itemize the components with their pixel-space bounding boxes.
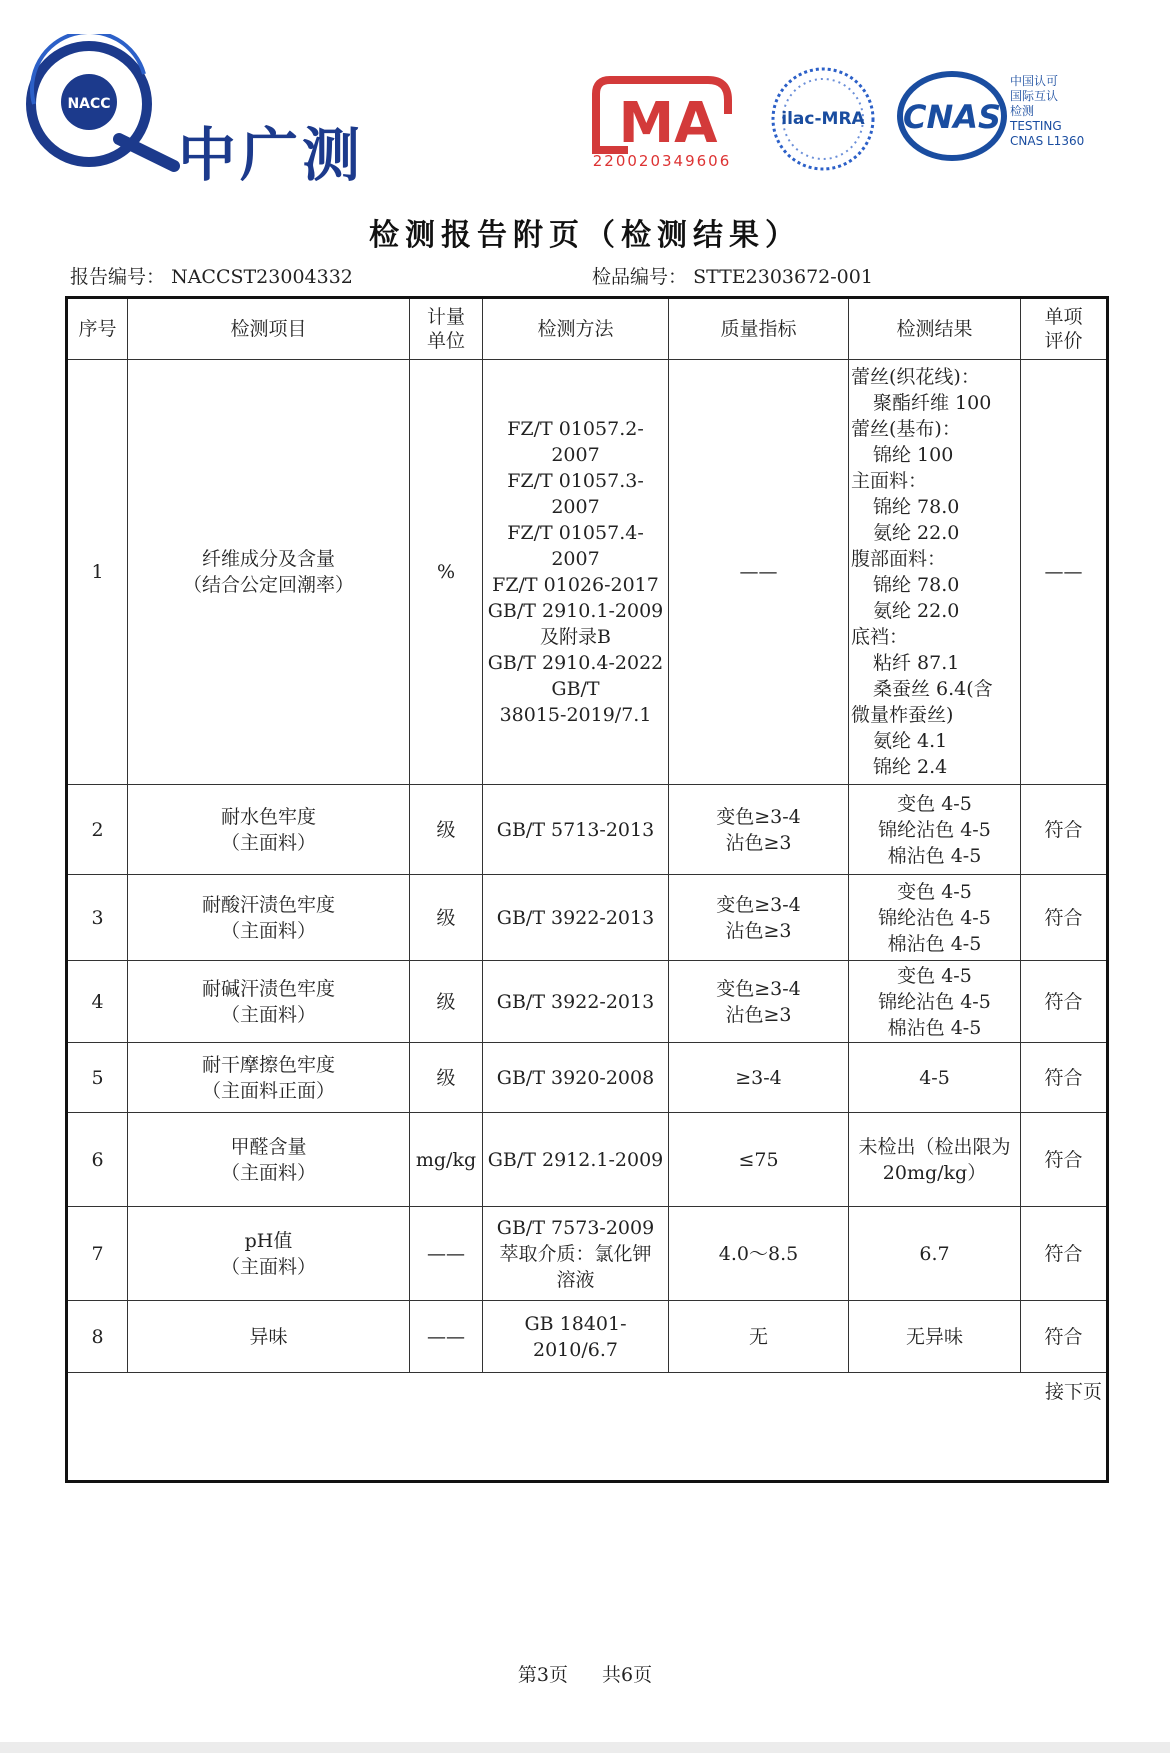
table-row: [67, 1113, 1108, 1207]
report-number: [70, 262, 353, 289]
cell-item-line: 耐碱汗渍色牢度: [201, 977, 335, 1000]
cell-result-line: 氨纶 22.0: [873, 522, 960, 544]
cell-item-line: （主面料正面）: [201, 1079, 335, 1102]
col-header-unit: 计量单位: [410, 298, 483, 360]
cell-item-line: pH值: [244, 1229, 293, 1252]
cell-no: 1: [67, 360, 128, 785]
cell-method-line: GB/T 3922-2013: [496, 990, 655, 1013]
cell-result-line: 未检出（检出限为: [858, 1135, 1011, 1158]
cell-item: [128, 1113, 410, 1207]
cell-no: 8: [67, 1301, 128, 1373]
cell-no: 5: [67, 1043, 128, 1113]
results-table: [65, 296, 1109, 1483]
cell-method-line: GB/T 2910.1-2009: [487, 600, 664, 622]
cell-result: [849, 360, 1021, 785]
cell-item: [128, 785, 410, 875]
cell-item-line: （主面料）: [220, 831, 316, 854]
nacc-logo-icon: [14, 34, 184, 174]
sample-number: [592, 262, 873, 289]
sample-number-value: STTE2303672-001: [693, 266, 873, 288]
cell-result-line: 氨纶 22.0: [873, 600, 960, 622]
cell-method: [483, 875, 669, 961]
page-total: 共6页: [602, 1664, 653, 1686]
cell-result-line: 变色 4-5: [897, 880, 972, 903]
cnas-line: 检测: [1010, 104, 1035, 118]
cell-result-line: 变色 4-5: [897, 964, 972, 987]
cell-method-line: GB/T 5713-2013: [496, 818, 655, 841]
table-row: [67, 785, 1108, 875]
cell-method-line: 及附录B: [540, 626, 611, 648]
cell-standard: [669, 961, 849, 1043]
table-body: [67, 360, 1108, 1373]
cell-method: [483, 785, 669, 875]
cell-item: [128, 1301, 410, 1373]
cell-item-line: （主面料）: [220, 1003, 316, 1026]
cell-no: 2: [67, 785, 128, 875]
cell-eval: 符合: [1021, 875, 1108, 961]
cell-result-line: 主面料：: [851, 470, 928, 492]
cell-item: [128, 961, 410, 1043]
cell-standard-line: 变色≥3-4: [716, 893, 801, 916]
cell-item-line: 耐酸汗渍色牢度: [201, 893, 335, 916]
cell-result-line: 锦纶 100: [873, 444, 954, 466]
cell-method-line: GB/T 3922-2013: [496, 906, 655, 929]
cell-method-line: GB 18401-2010/6.7: [524, 1312, 627, 1361]
cell-item-line: 异味: [249, 1325, 288, 1348]
cell-standard-line: ≥3-4: [735, 1066, 782, 1089]
cell-result: [849, 1301, 1021, 1373]
cell-eval: 符合: [1021, 785, 1108, 875]
cell-standard: [669, 875, 849, 961]
cell-result-line: 锦纶 78.0: [873, 574, 960, 596]
cell-item: [128, 360, 410, 785]
cell-method-line: GB/T: [551, 678, 600, 700]
table-row: [67, 1207, 1108, 1301]
cell-unit: ——: [410, 1207, 483, 1301]
ilac-logo-text: ilac-MRA: [781, 109, 865, 129]
col-header-eval: 单项评价: [1021, 298, 1108, 360]
cell-method-line: FZ/T 01057.2-2007: [507, 418, 644, 466]
cell-result-line: 锦纶 78.0: [873, 496, 960, 518]
cell-result-line: 锦纶 2.4: [873, 756, 948, 778]
cell-result: [849, 875, 1021, 961]
cell-item: [128, 1043, 410, 1113]
cell-standard-line: 沾色≥3: [725, 919, 792, 942]
table-footer-row: [67, 1373, 1108, 1482]
cma-logo-text: MA: [618, 91, 718, 156]
cell-standard: [669, 785, 849, 875]
cell-method: [483, 1043, 669, 1113]
col-header-item: 检测项目: [128, 298, 410, 360]
cell-unit: 级: [410, 1043, 483, 1113]
brand-name: 中广测: [178, 121, 365, 189]
page-footer: [0, 1660, 1170, 1687]
cell-standard: [669, 1301, 849, 1373]
cell-result-line: 6.7: [919, 1242, 950, 1265]
cnas-line: TESTING: [1010, 119, 1062, 133]
cell-standard: [669, 360, 849, 785]
cell-method: [483, 1207, 669, 1301]
cell-unit: 级: [410, 875, 483, 961]
cell-eval: 符合: [1021, 1207, 1108, 1301]
cell-result-line: 腹部面料：: [851, 548, 947, 570]
cnas-line: 中国认可: [1010, 74, 1059, 88]
cnas-logo-text: CNAS: [902, 98, 1002, 136]
cell-no: 7: [67, 1207, 128, 1301]
table-row: [67, 875, 1108, 961]
bottom-strip: [0, 1742, 1170, 1753]
report-number-value: NACCST23004332: [171, 266, 353, 288]
cell-unit: %: [410, 360, 483, 785]
cell-eval: 符合: [1021, 1043, 1108, 1113]
cell-item-line: （主面料）: [220, 919, 316, 942]
cell-unit: 级: [410, 785, 483, 875]
cell-result-line: 无异味: [905, 1325, 963, 1348]
continued-note: 接下页: [67, 1373, 1108, 1482]
cell-method-line: 溶液: [556, 1268, 595, 1291]
cell-result: [849, 1207, 1021, 1301]
cell-item-line: 纤维成分及含量: [201, 548, 335, 570]
cell-standard: [669, 1043, 849, 1113]
cell-result: [849, 1113, 1021, 1207]
page-current: 第3页: [517, 1664, 568, 1686]
cell-unit: mg/kg: [410, 1113, 483, 1207]
ilac-mra-logo-icon: [768, 64, 878, 174]
cell-result-line: 聚酯纤维 100: [873, 392, 992, 414]
cell-result-line: 蕾丝(基布)：: [851, 418, 961, 440]
cell-result-line: 微量柞蚕丝): [851, 704, 954, 726]
cell-item: [128, 875, 410, 961]
cell-method-line: 38015-2019/7.1: [499, 704, 652, 726]
cell-method-line: GB/T 2910.4-2022: [487, 652, 664, 674]
cell-method-line: GB/T 2912.1-2009: [487, 1148, 664, 1171]
cell-item-line: 甲醛含量: [230, 1135, 307, 1158]
cell-method: [483, 360, 669, 785]
cell-unit: ——: [410, 1301, 483, 1373]
cell-result-line: 棉沾色 4-5: [887, 1016, 982, 1039]
nacc-logo-text: NACC: [67, 96, 111, 112]
cell-no: 3: [67, 875, 128, 961]
cell-no: 6: [67, 1113, 128, 1207]
cell-standard-line: 变色≥3-4: [716, 977, 801, 1000]
cma-number: 220020349606: [592, 152, 732, 170]
cell-result: [849, 961, 1021, 1043]
report-header: [0, 0, 1170, 200]
table-row: [67, 1043, 1108, 1113]
cell-unit: 级: [410, 961, 483, 1043]
table-row: [67, 961, 1108, 1043]
cell-method-line: GB/T 3920-2008: [496, 1066, 655, 1089]
cell-result: [849, 1043, 1021, 1113]
report-title: 检测报告附页（检测结果）: [369, 218, 801, 253]
cnas-accreditation-text: [1010, 74, 1084, 149]
cell-method: [483, 1301, 669, 1373]
cell-eval: 符合: [1021, 1301, 1108, 1373]
cell-standard-line: 变色≥3-4: [716, 805, 801, 828]
cell-standard-line: 沾色≥3: [725, 831, 792, 854]
cell-method-line: FZ/T 01057.4-2007: [507, 522, 644, 570]
cell-result-line: 锦纶沾色 4-5: [878, 818, 991, 841]
col-header-no: 序号: [67, 298, 128, 360]
cnas-line: CNAS L1360: [1010, 134, 1085, 148]
cell-standard: [669, 1113, 849, 1207]
cell-eval: 符合: [1021, 1113, 1108, 1207]
cell-result: [849, 785, 1021, 875]
cell-eval: ——: [1021, 360, 1108, 785]
cell-item-line: （结合公定回潮率）: [182, 574, 354, 596]
cell-method-line: FZ/T 01057.3-2007: [507, 470, 644, 518]
cell-result-line: 棉沾色 4-5: [887, 932, 982, 955]
table-row: [67, 1301, 1108, 1373]
cell-item-line: 耐水色牢度: [220, 805, 316, 828]
col-header-standard: 质量指标: [669, 298, 849, 360]
cell-standard-line: ≤75: [738, 1148, 779, 1171]
sample-number-label: 检品编号：: [592, 266, 688, 288]
cell-item-line: （主面料）: [220, 1161, 316, 1184]
cell-item-line: 耐干摩擦色牢度: [201, 1053, 335, 1076]
cell-result-line: 锦纶沾色 4-5: [878, 906, 991, 929]
cell-method: [483, 1113, 669, 1207]
cell-result-line: 锦纶沾色 4-5: [878, 990, 991, 1013]
col-header-method: 检测方法: [483, 298, 669, 360]
cell-result-line: 20mg/kg）: [882, 1161, 987, 1184]
cnas-line: 国际互认: [1010, 89, 1059, 103]
table-row: [67, 360, 1108, 785]
cell-no: 4: [67, 961, 128, 1043]
cell-result-line: 粘纤 87.1: [873, 652, 960, 674]
cell-standard: [669, 1207, 849, 1301]
cell-result-line: 底裆：: [851, 626, 909, 648]
cell-result-line: 蕾丝(织花线)：: [851, 366, 980, 388]
cell-result-line: 桑蚕丝 6.4(含: [873, 678, 993, 700]
table-header-row: [67, 298, 1108, 360]
cell-item: [128, 1207, 410, 1301]
cnas-logo-icon: [896, 68, 1008, 164]
cell-result-line: 氨纶 4.1: [873, 730, 948, 752]
cell-method-line: FZ/T 01026-2017: [492, 574, 659, 596]
cell-standard-line: 无: [748, 1325, 768, 1348]
cell-method: [483, 961, 669, 1043]
report-number-label: 报告编号：: [70, 266, 166, 288]
cell-method-line: GB/T 7573-2009: [496, 1216, 655, 1239]
cell-result-line: 变色 4-5: [897, 792, 972, 815]
cell-item-line: （主面料）: [220, 1255, 316, 1278]
cell-eval: 符合: [1021, 961, 1108, 1043]
cell-standard-line: ——: [739, 561, 778, 583]
col-header-result: 检测结果: [849, 298, 1021, 360]
cell-result-line: 棉沾色 4-5: [887, 844, 982, 867]
cell-method-line: 萃取介质：氯化钾: [499, 1242, 652, 1265]
cell-standard-line: 沾色≥3: [725, 1003, 792, 1026]
cell-standard-line: 4.0～8.5: [718, 1242, 799, 1265]
cell-result-line: 4-5: [919, 1066, 950, 1089]
